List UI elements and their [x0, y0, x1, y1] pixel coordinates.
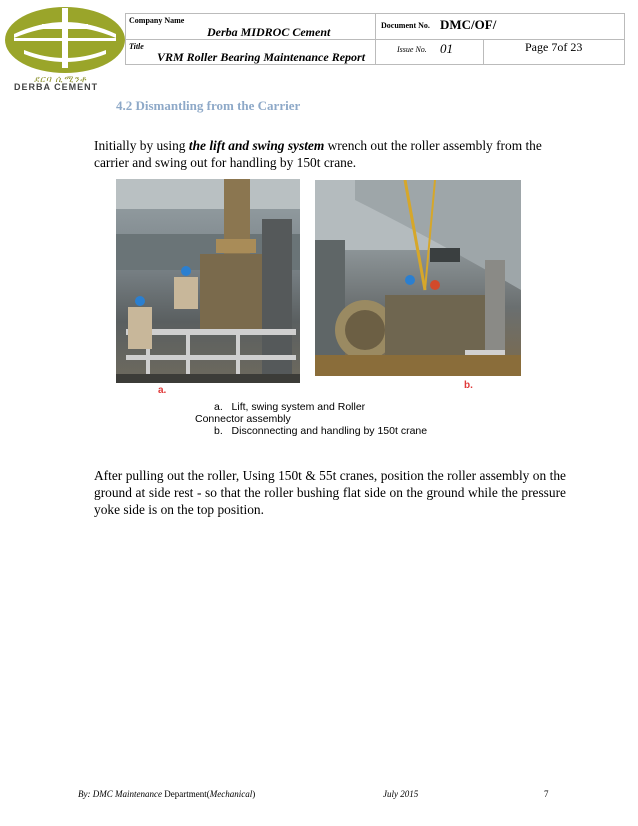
- figure-label-b: b.: [464, 380, 473, 391]
- footer-by-label: By:: [78, 789, 93, 799]
- footer-page-number: 7: [544, 789, 549, 799]
- intro-paragraph: [94, 137, 574, 171]
- section-heading: 4.2 Dismantling from the Carrier: [116, 98, 301, 113]
- footer-dept-close: ): [252, 789, 256, 799]
- footer-department: [78, 789, 255, 799]
- caption-a-marker: a.: [214, 401, 223, 413]
- issue-number-value: 01: [440, 41, 453, 56]
- issue-number-label: Issue No.: [397, 45, 427, 54]
- document-header: [125, 13, 625, 65]
- title-value: VRM Roller Bearing Maintenance Report: [157, 50, 366, 64]
- figure-label-a: a.: [158, 385, 167, 396]
- logo-text: DERBA CEMENT: [14, 82, 99, 92]
- company-name-value: Derba MIDROC Cement: [207, 25, 331, 39]
- footer-dept-section: Mechanical: [209, 789, 253, 799]
- document-number-value: DMC/OF/: [440, 17, 497, 32]
- footer-date: July 2015: [383, 789, 419, 799]
- positioning-paragraph: After pulling out the roller, Using 150t & 55t cranes, position the roller assembly on the ground at side rest - so that the roller bushing flat side on the ground while the pressure yoke side is on the top position.: [94, 468, 566, 517]
- caption-b: [214, 425, 427, 438]
- title-label: Title: [129, 42, 144, 51]
- caption-a-text: Lift, swing system and Roller: [231, 401, 366, 413]
- caption-b-marker: b.: [214, 425, 223, 437]
- photo-crane-handling: [315, 180, 521, 376]
- intro-text-end: wrench out the roller assembly from the carrier and swing out for handling by 150t crane.: [94, 138, 542, 170]
- derba-cement-emblem-icon: [4, 4, 126, 76]
- footer-dept-word: Department(: [161, 789, 210, 799]
- intro-text-start: Initially by using: [94, 138, 189, 153]
- page-indicator: Page 7of 23: [525, 40, 583, 54]
- logo-amharic-text: ደርባ ሲሚንቶ: [34, 74, 87, 84]
- footer-dept-name: DMC Maintenance: [92, 789, 162, 799]
- photo-lift-swing-system: [116, 179, 300, 383]
- document-number-label: Document No.: [381, 21, 430, 30]
- company-logo: [4, 4, 126, 92]
- caption-b-text: Disconnecting and handling by 150t crane: [231, 425, 428, 437]
- intro-emphasis: the lift and swing system: [188, 138, 325, 153]
- company-name-label: Company Name: [129, 16, 185, 25]
- caption-a-line2: Connector assembly: [195, 413, 291, 425]
